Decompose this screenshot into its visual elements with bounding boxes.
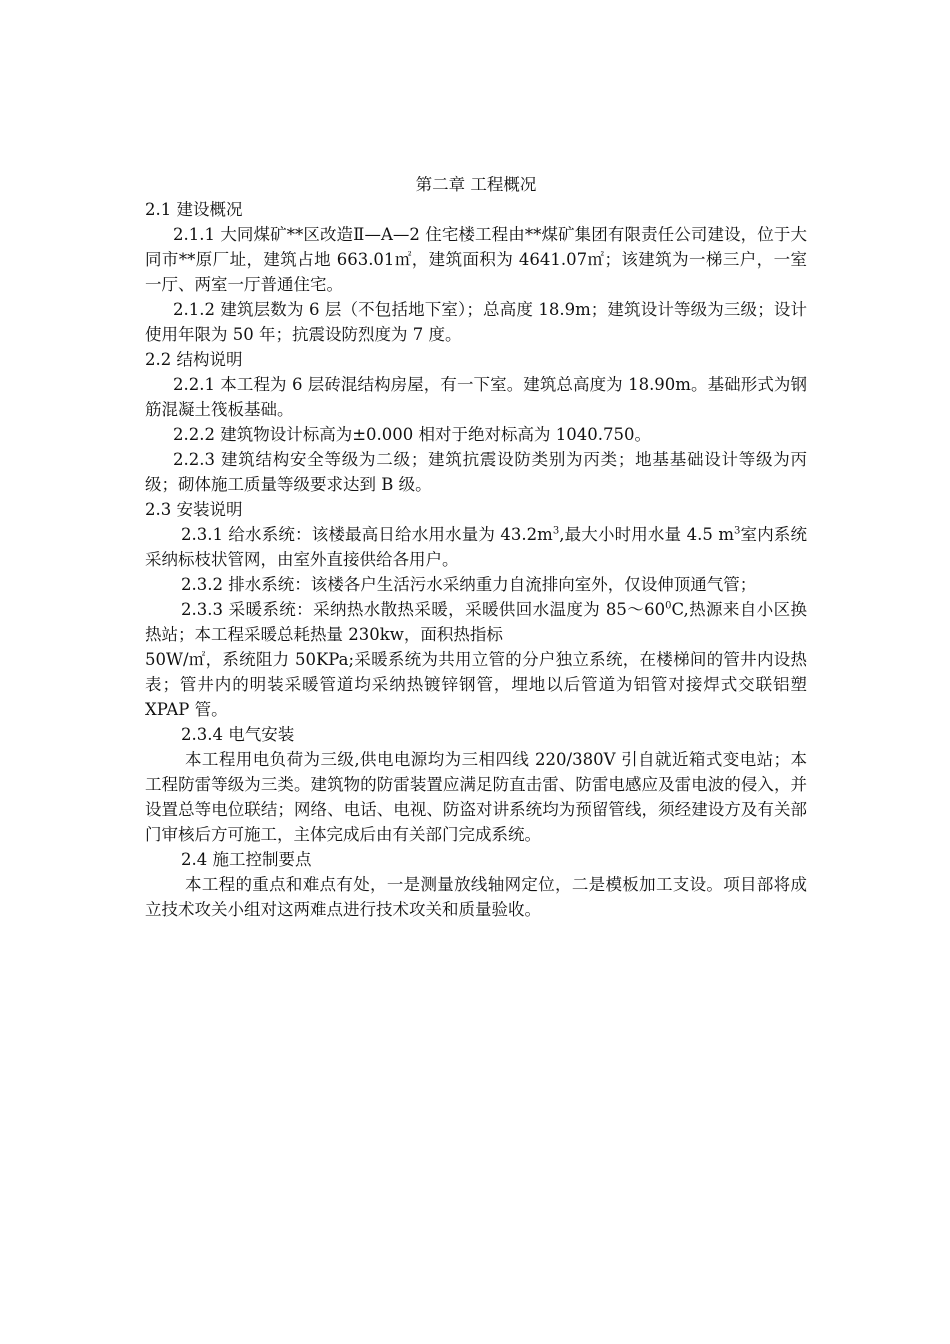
paragraph-2-2-3: 2.2.3 建筑结构安全等级为二级；建筑抗震设防类别为丙类；地基基础设计等级为丙级；砌体施工质量等级要求达到 B 级。 xyxy=(145,450,807,494)
paragraph-control-points: 本工程的重点和难点有处，一是测量放线轴网定位，二是模板加工支设。项目部将成立技术攻关小组对这两难点进行技术攻关和质量验收。 xyxy=(145,875,807,919)
heating-text-b: C,热源来自小区换热站；本工程采暖总耗热量 230kw，面积热指标 xyxy=(145,600,807,644)
document-page xyxy=(145,172,807,922)
paragraph-2-1-2: 2.1.2 建筑层数为 6 层（不包括地下室）；总高度 18.9m；建筑设计等级为三级；设计使用年限为 50 年；抗震设防烈度为 7 度。 xyxy=(145,300,807,344)
section-heading-2-3: 2.3 安装说明 xyxy=(145,500,243,519)
superscript-3: 3 xyxy=(733,525,741,537)
section-heading-2-4: 2.4 施工控制要点 xyxy=(181,850,312,869)
section-heading-2-2: 2.2 结构说明 xyxy=(145,350,243,369)
water-text-c: 室内系统采纳标枝状管网，由室外直接供给各用户。 xyxy=(145,525,808,569)
section-heading-2-1: 2.1 建设概况 xyxy=(145,200,243,219)
paragraph-2-1-1: 2.1.1 大同煤矿**区改造Ⅱ—A—2 住宅楼工程由**煤矿集团有限责任公司建设，位于大同市**原厂址，建筑占地 663.01㎡，建筑面积为 4641.07㎡；该建筑为一梯三户，一室一厅、两室一厅普通住宅。 xyxy=(145,225,807,294)
paragraph-2-3-2: 2.3.2 排水系统：该楼各户生活污水采纳重力自流排向室外，仅设伸顶通气管； xyxy=(181,575,757,594)
superscript-0: 0 xyxy=(665,600,672,612)
paragraph-2-3-3-cont: 50W/㎡，系统阻力 50KPa;采暖系统为共用立管的分户独立系统，在楼梯间的管井内设热表；管井内的明装采暖管道均采纳热镀锌钢管，埋地以后管道为铝管对接焊式交联铝塑 XPAP 管。 xyxy=(145,650,807,719)
paragraph-2-2-1: 2.2.1 本工程为 6 层砖混结构房屋，有一下室。建筑总高度为 18.90m。基础形式为钢筋混凝土筏板基础。 xyxy=(145,375,807,419)
paragraph-2-3-1 xyxy=(145,522,807,572)
water-text-a: 2.3.1 给水系统：该楼最高日给水用水量为 43.2m xyxy=(181,525,553,544)
section-heading-2-3-4: 2.3.4 电气安装 xyxy=(181,725,295,744)
water-text-b: ,最大小时用水量 4.5 m xyxy=(559,525,734,544)
chapter-title: 第二章 工程概况 xyxy=(415,175,537,194)
paragraph-2-3-3 xyxy=(145,597,807,647)
heating-text-a: 2.3.3 采暖系统：采纳热水散热采暖，采暖供回水温度为 85～60 xyxy=(181,600,666,619)
paragraph-electrical: 本工程用电负荷为三级,供电电源均为三相四线 220/380V 引自就近箱式变电站；本工程防雷等级为三类。建筑物的防雷装置应满足防直击雷、防雷电感应及雷电波的侵入，并设置总等电位联结；网络、电话、电视、防盗对讲系统均为预留管线，须经建设方及有关部门审核后方可施工，主体完成后由有关部门完成系统。 xyxy=(145,750,807,844)
paragraph-2-2-2: 2.2.2 建筑物设计标高为±0.000 相对于绝对标高为 1040.750。 xyxy=(173,425,652,444)
superscript-3: 3 xyxy=(552,525,560,537)
